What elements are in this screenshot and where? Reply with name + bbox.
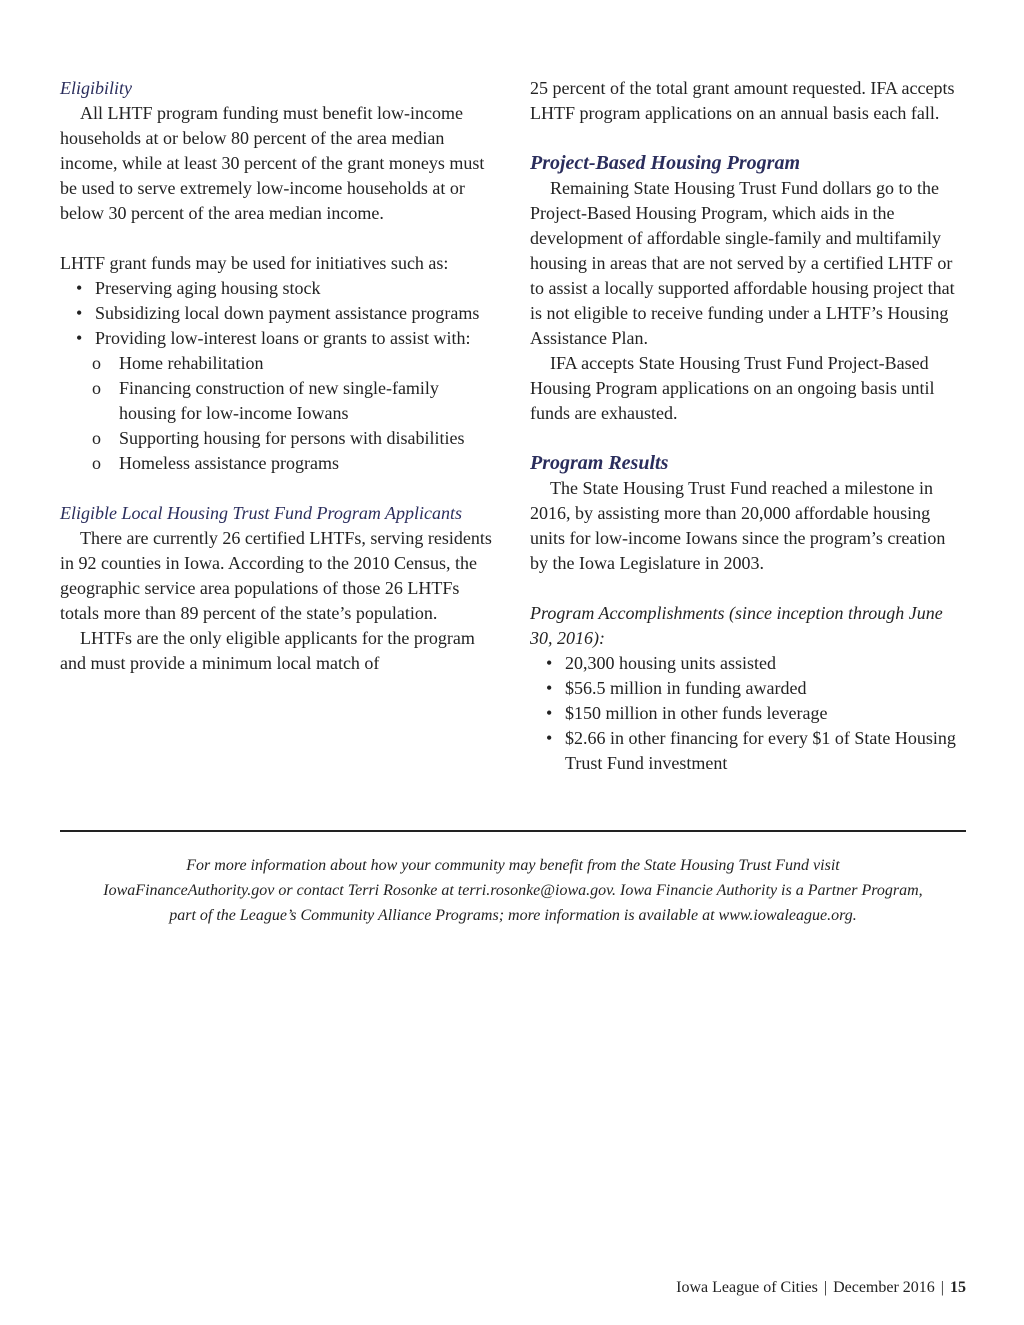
list-item-label: Providing low-interest loans or grants to assist with:: [95, 328, 471, 348]
spacer: [60, 226, 500, 251]
program-results-heading: Program Results: [530, 452, 669, 474]
footnote-line: For more information about how your community may benefit from the State Housing Trust Fund visit: [186, 857, 840, 874]
applicants-heading: Eligible Local Housing Trust Fund Program Applicants: [60, 503, 463, 523]
spacer: [60, 476, 500, 501]
right-column: [530, 76, 966, 776]
accomplishments-heading: Program Accomplishments (since inception through June 30, 2016):: [530, 603, 943, 648]
spacer: [530, 576, 966, 601]
project-paragraph-1: Remaining State Housing Trust Fund dollars go to the Project-Based Housing Program, which aids in the development of affordable single-family and multifamily housing in areas that are not served by a certified LHTF or to assist a locally supported affordable housing project that is not eligible to receive funding under a LHTF’s Housing Assistance Plan.: [530, 178, 955, 348]
uses-intro: LHTF grant funds may be used for initiatives such as:: [60, 253, 449, 273]
applicants-paragraph-2: LHTFs are the only eligible applicants for the program and must provide a minimum local match of: [60, 628, 475, 673]
footnote-line: IowaFinanceAuthority.gov or contact Terri Rosonke at terri.rosonke@iowa.gov. Iowa Financie Authority is a Partner Program,: [103, 882, 923, 899]
sub-list-item: o Supporting housing for persons with disabilities: [89, 426, 500, 451]
continued-paragraph: 25 percent of the total grant amount requested. IFA accepts LHTF program applications on an annual basis each fall.: [530, 78, 955, 123]
list-item: • $56.5 million in funding awarded: [546, 676, 966, 701]
sub-list-item: o Homeless assistance programs: [89, 451, 500, 476]
sub-list-item: o Financing construction of new single-family housing for low-income Iowans: [89, 376, 500, 426]
spacer: [530, 426, 966, 451]
sub-list-item: o Home rehabilitation: [89, 351, 500, 376]
list-item: • Preserving aging housing stock: [76, 276, 500, 301]
page-number: 15: [950, 1279, 966, 1296]
eligibility-paragraph: All LHTF program funding must benefit low-income households at or below 80 percent of the area median income, while at least 30 percent of the grant moneys must be used to serve extremely low-income households at or below 30 percent of the area median income.: [60, 103, 485, 223]
spacer: [530, 126, 966, 151]
footnote: [60, 853, 966, 928]
assist-sublist: [60, 351, 500, 476]
page-footer: [676, 1277, 966, 1299]
accomplishments-list: [530, 651, 966, 776]
results-paragraph: The State Housing Trust Fund reached a milestone in 2016, by assisting more than 20,000 affordable housing units for low-income Iowans since the program’s creation by the Iowa Legislature in 2003.: [530, 478, 946, 573]
left-column: [60, 76, 500, 676]
footnote-line: part of the League’s Community Alliance Programs; more information is available at www.iowaleague.org.: [169, 907, 857, 924]
publication-name: Iowa League of Cities: [676, 1279, 818, 1296]
list-item: • Subsidizing local down payment assistance programs: [76, 301, 500, 326]
uses-list: [60, 276, 500, 351]
list-item: • $150 million in other funds leverage: [546, 701, 966, 726]
divider: [60, 830, 966, 832]
footer-separator: |: [940, 1279, 944, 1296]
list-item: [76, 326, 500, 351]
list-item: • $2.66 in other financing for every $1 of State Housing Trust Fund investment: [546, 726, 966, 776]
list-item: • 20,300 housing units assisted: [546, 651, 966, 676]
footer-separator: |: [823, 1279, 828, 1296]
project-based-heading: Project-Based Housing Program: [530, 152, 801, 174]
issue-date: December 2016: [833, 1279, 935, 1296]
eligibility-heading: Eligibility: [60, 78, 132, 98]
applicants-paragraph-1: There are currently 26 certified LHTFs, serving residents in 92 counties in Iowa. According to the 2010 Census, the geographic service area populations of those 26 LHTFs totals more than 89 percent of the state’s population.: [60, 528, 492, 623]
project-paragraph-2: IFA accepts State Housing Trust Fund Project-Based Housing Program applications on an ongoing basis until funds are exhausted.: [530, 353, 935, 423]
